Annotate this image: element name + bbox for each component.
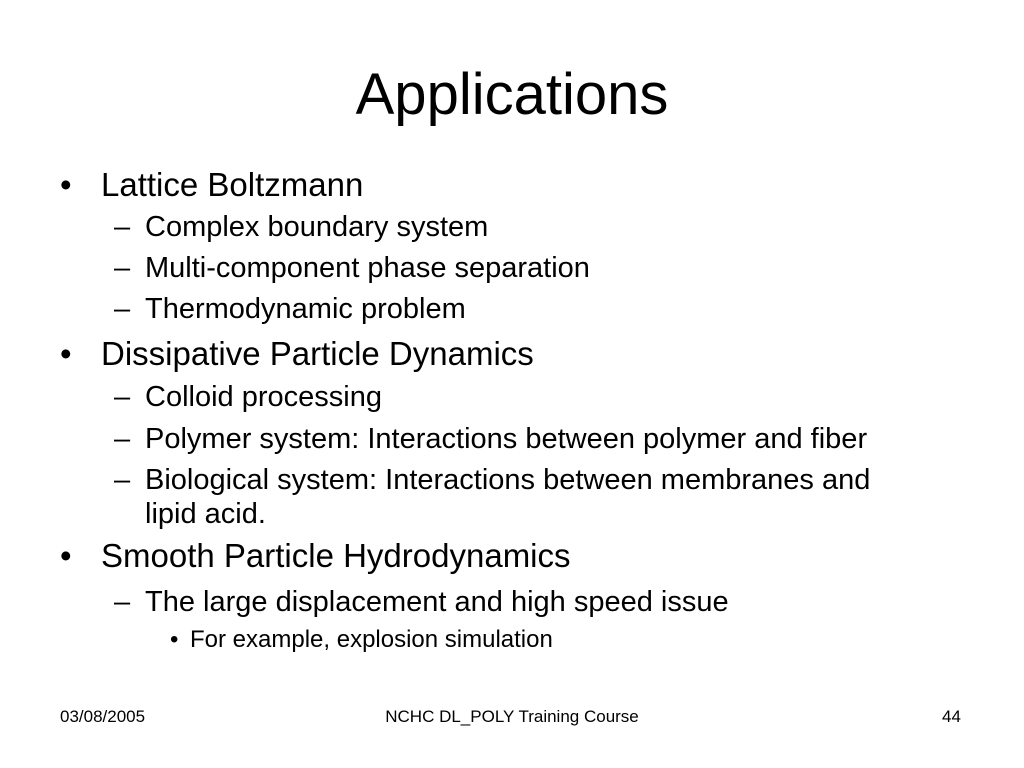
bullet-marker: •	[60, 335, 72, 372]
dash-marker: –	[114, 252, 131, 284]
bullet-smooth-particle-hydrodynamics: Smooth Particle Hydrodynamics	[101, 537, 571, 574]
footer-date: 03/08/2005	[60, 707, 146, 726]
bullet-marker: •	[60, 166, 72, 203]
bullet-marker: •	[60, 537, 72, 574]
sub-item-biological-system-continuation: lipid acid.	[145, 498, 266, 530]
sub-item-biological-system: Biological system: Interactions between membranes and	[145, 464, 871, 496]
footer-page-number: 44	[942, 707, 961, 726]
dash-marker: –	[114, 464, 131, 496]
sub-item-colloid: Colloid processing	[145, 381, 382, 413]
sub-item-thermodynamic: Thermodynamic problem	[145, 293, 466, 325]
dash-marker: –	[114, 293, 131, 325]
sub-item-polymer-system: Polymer system: Interactions between polymer and fiber	[145, 423, 868, 455]
sub-item-complex-boundary: Complex boundary system	[145, 211, 489, 243]
dash-marker: –	[114, 423, 131, 455]
slide-title: Applications	[355, 62, 669, 127]
bullet-dissipative-particle-dynamics: Dissipative Particle Dynamics	[101, 335, 534, 372]
bullet-marker: •	[170, 626, 179, 653]
sub-item-large-displacement: The large displacement and high speed issue	[145, 586, 729, 618]
dash-marker: –	[114, 586, 131, 618]
dash-marker: –	[114, 211, 131, 243]
sub-sub-item-explosion: For example, explosion simulation	[190, 626, 553, 653]
footer-course: NCHC DL_POLY Training Course	[385, 707, 639, 726]
bullet-lattice-boltzmann: Lattice Boltzmann	[101, 166, 364, 203]
sub-item-multi-component: Multi-component phase separation	[145, 252, 590, 284]
dash-marker: –	[114, 381, 131, 413]
